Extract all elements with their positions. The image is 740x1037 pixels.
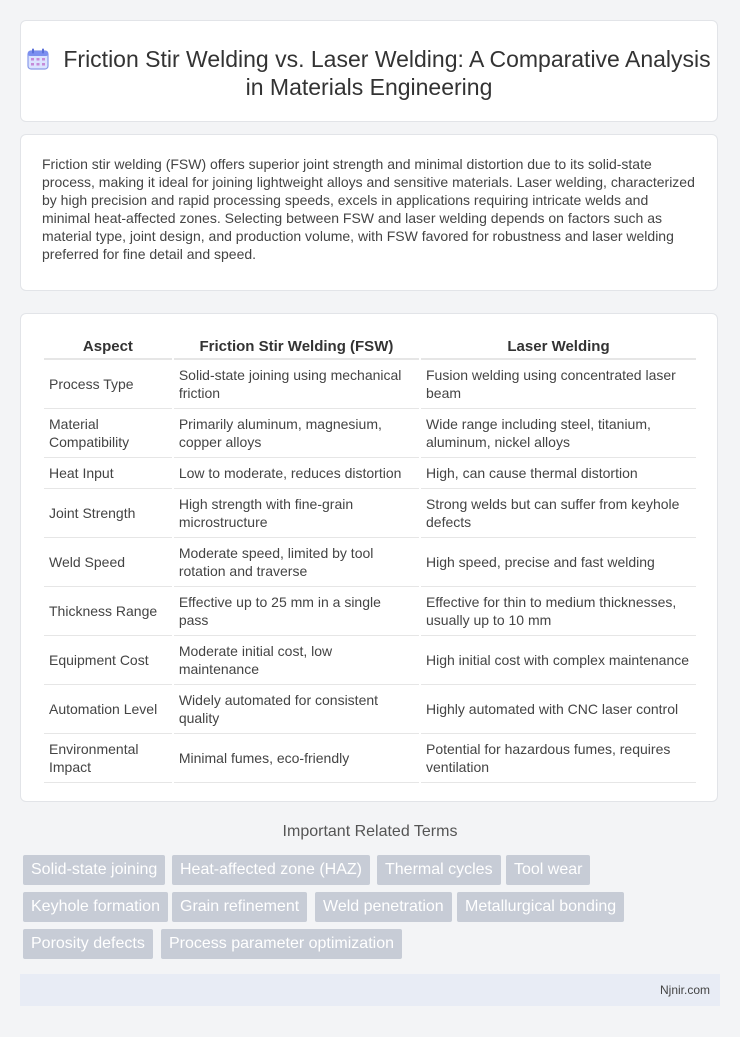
column-header: Aspect [44,336,172,360]
laser-cell: Potential for hazardous fumes, requires ventilation [421,734,696,783]
table-row [44,587,696,636]
fsw-cell: Solid-state joining using mechanical friction [174,360,419,409]
footer-bar [20,974,720,1006]
fsw-cell: Moderate initial cost, low maintenance [174,636,419,685]
term-tag[interactable]: Weld penetration [315,892,452,922]
term-tag[interactable]: Grain refinement [172,892,307,922]
comparison-table-card [20,313,718,802]
term-tag[interactable]: Tool wear [506,855,590,885]
column-header: Friction Stir Welding (FSW) [174,336,419,360]
table-row [44,538,696,587]
intro-paragraph: Friction stir welding (FSW) offers superior joint strength and minimal distortion due to its solid-state process, making it ideal for joining lightweight alloys and sensitive materials. Laser welding, characterized by high precision and rapid processing speeds, excels in applications requiring intricate welds and minimal heat-affected zones. Selecting between FSW and laser welding depends on factors such as material type, joint design, and production volume, with FSW favored for robustness and laser welding preferred for fine detail and speed. [42,156,695,262]
term-tag[interactable]: Process parameter optimization [161,929,402,959]
comparison-table [42,336,698,783]
aspect-cell: Thickness Range [44,587,172,636]
fsw-cell: Minimal fumes, eco-friendly [174,734,419,783]
table-row [44,685,696,734]
term-tag[interactable]: Solid-state joining [23,855,165,885]
fsw-cell: Effective up to 25 mm in a single pass [174,587,419,636]
aspect-cell: Equipment Cost [44,636,172,685]
fsw-cell: Widely automated for consistent quality [174,685,419,734]
term-tag[interactable]: Keyhole formation [23,892,168,922]
fsw-cell: Low to moderate, reduces distortion [174,458,419,489]
aspect-cell: Heat Input [44,458,172,489]
laser-cell: Effective for thin to medium thicknesses, usually up to 10 mm [421,587,696,636]
page-title-wrap [21,45,717,101]
laser-cell: Strong welds but can suffer from keyhole defects [421,489,696,538]
aspect-cell: Process Type [44,360,172,409]
related-terms-heading: Important Related Terms [282,823,458,840]
aspect-cell: Automation Level [44,685,172,734]
laser-cell: High speed, precise and fast welding [421,538,696,587]
page-title: Friction Stir Welding vs. Laser Welding: A Comparative Analysis in Materials Engineering [63,46,711,100]
calendar-icon [27,48,49,70]
fsw-cell: Moderate speed, limited by tool rotation and traverse [174,538,419,587]
table-row [44,489,696,538]
intro-card [20,134,718,291]
term-tag[interactable]: Heat-affected zone (HAZ) [172,855,370,885]
fsw-cell: High strength with fine-grain microstructure [174,489,419,538]
aspect-cell: Material Compatibility [44,409,172,458]
aspect-cell: Weld Speed [44,538,172,587]
title-card [20,20,718,122]
table-row [44,360,696,409]
table-row [44,458,696,489]
laser-cell: High, can cause thermal distortion [421,458,696,489]
table-row [44,734,696,783]
term-tag[interactable]: Metallurgical bonding [457,892,624,922]
table-row [44,636,696,685]
term-tag[interactable]: Porosity defects [23,929,153,959]
aspect-cell: Joint Strength [44,489,172,538]
column-header: Laser Welding [421,336,696,360]
table-row [44,409,696,458]
aspect-cell: Environmental Impact [44,734,172,783]
term-tag[interactable]: Thermal cycles [377,855,501,885]
footer-site-link[interactable]: Njnir.com [659,983,710,997]
laser-cell: High initial cost with complex maintenance [421,636,696,685]
laser-cell: Fusion welding using concentrated laser beam [421,360,696,409]
laser-cell: Highly automated with CNC laser control [421,685,696,734]
laser-cell: Wide range including steel, titanium, aluminum, nickel alloys [421,409,696,458]
fsw-cell: Primarily aluminum, magnesium, copper alloys [174,409,419,458]
table-header-row [44,336,696,360]
